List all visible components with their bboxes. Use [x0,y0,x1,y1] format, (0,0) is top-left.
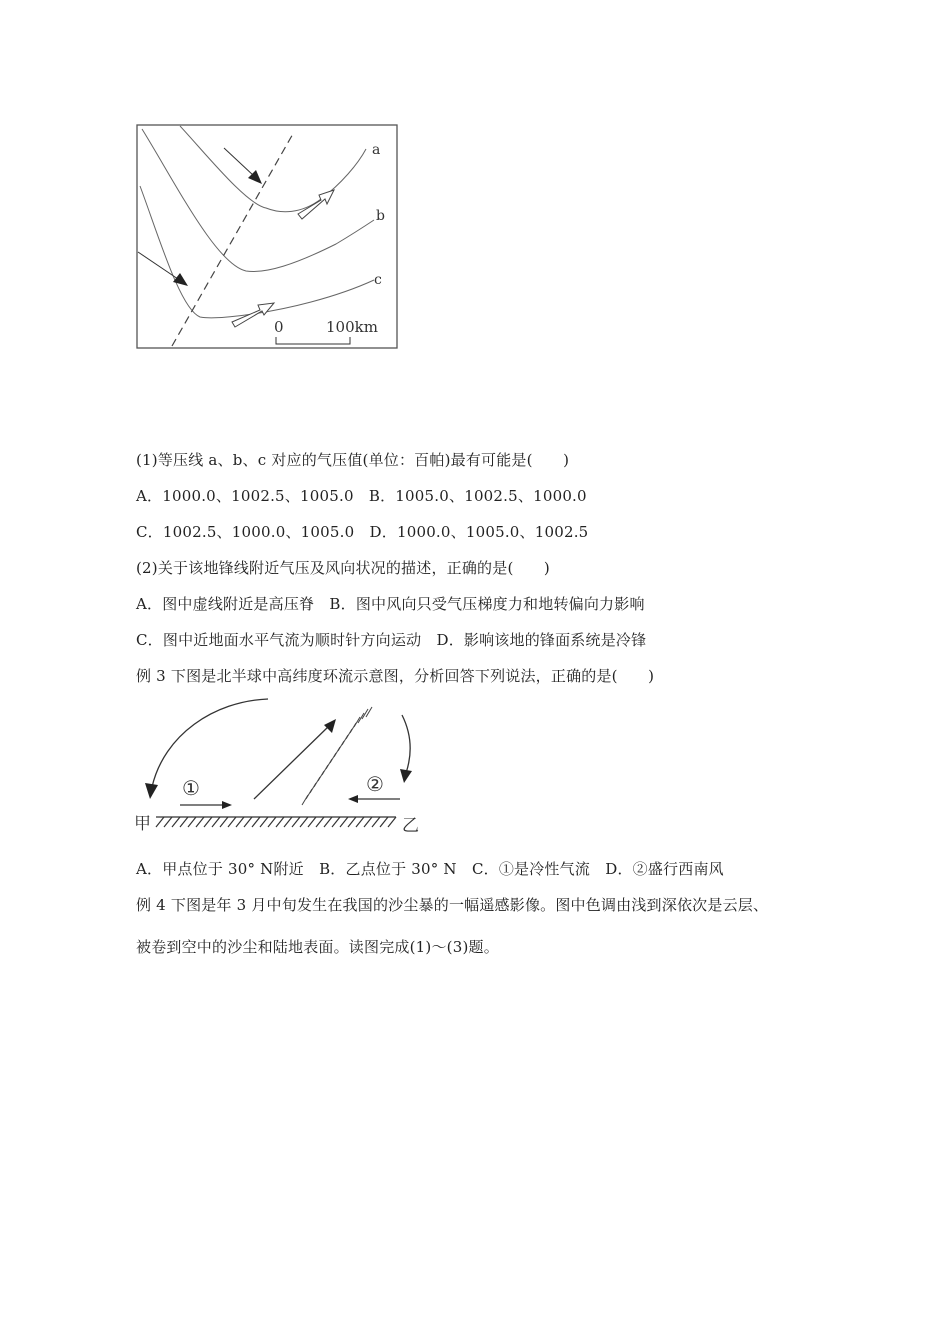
curved-arrow-right-head [400,769,412,783]
question-2-options-cd: C．图中近地面水平气流为顺时针方向运动 D．影响该地的锋面系统是冷锋 [136,631,647,649]
isobar-b [142,129,374,272]
scale-bar [276,337,350,344]
question-1-options-cd: C．1002.5、1000.0、1005.0 D．1000.0、1005.0、1002.5 [136,523,589,541]
surface-arrow-2-head [348,795,358,803]
surface-arrow-1-head [222,801,232,809]
isobar-c [140,186,374,318]
example-3-options: A．甲点位于 30° N附近 B．乙点位于 30° N C．①是冷性气流 D．②盛行西南风 [136,860,724,878]
scale-distance-label: 100km [326,318,378,336]
rising-airflow-line [254,725,330,799]
wind-arrow-upper [224,148,254,176]
question-1-stem: (1)等压线 a、b、c 对应的气压值(单位：百帕)最有可能是( ) [136,451,570,469]
isobar-label-c: c [374,272,382,288]
point-yi-label: 乙 [402,816,419,835]
map-frame [137,125,397,348]
flow-2-label: ② [366,772,384,796]
flow-1-label: ① [182,776,200,800]
circulation-diagram [134,695,434,835]
isobar-label-a: a [372,142,381,158]
isobar-label-b: b [376,208,385,224]
isobar-a [180,126,366,212]
rising-airflow-head [324,719,336,733]
front-movement-arrow-lower [232,303,274,327]
scale-zero-label: 0 [274,318,284,336]
ground-surface [156,817,396,827]
front-dashed-line [172,132,294,346]
example-4-stem-line-1: 例 4 下图是年 3 月中旬发生在我国的沙尘暴的一幅遥感影像。图中色调由浅到深依次是云层、 [136,896,769,914]
question-1-options-ab: A．1000.0、1002.5、1005.0 B．1005.0、1002.5、1000.0 [136,487,587,505]
wind-arrow-lower [138,252,178,279]
hatched-airflow-band [302,707,372,805]
curved-arrow-right [402,715,410,773]
curved-arrow-left [152,699,268,787]
front-movement-arrow-upper [298,190,334,219]
wind-arrowhead-lower [173,273,188,286]
isobar-front-map [136,124,398,349]
point-jia-label: 甲 [134,814,151,834]
question-2-options-ab: A．图中虚线附近是高压脊 B．图中风向只受气压梯度力和地转偏向力影响 [136,595,645,613]
curved-arrow-left-head [145,783,158,799]
question-2-stem: (2)关于该地锋线附近气压及风向状况的描述，正确的是( ) [136,559,550,577]
example-3-stem: 例 3 下图是北半球中高纬度环流示意图，分析回答下列说法，正确的是( ) [136,667,655,685]
example-4-stem-line-2: 被卷到空中的沙尘和陆地表面。读图完成(1)～(3)题。 [136,938,499,956]
